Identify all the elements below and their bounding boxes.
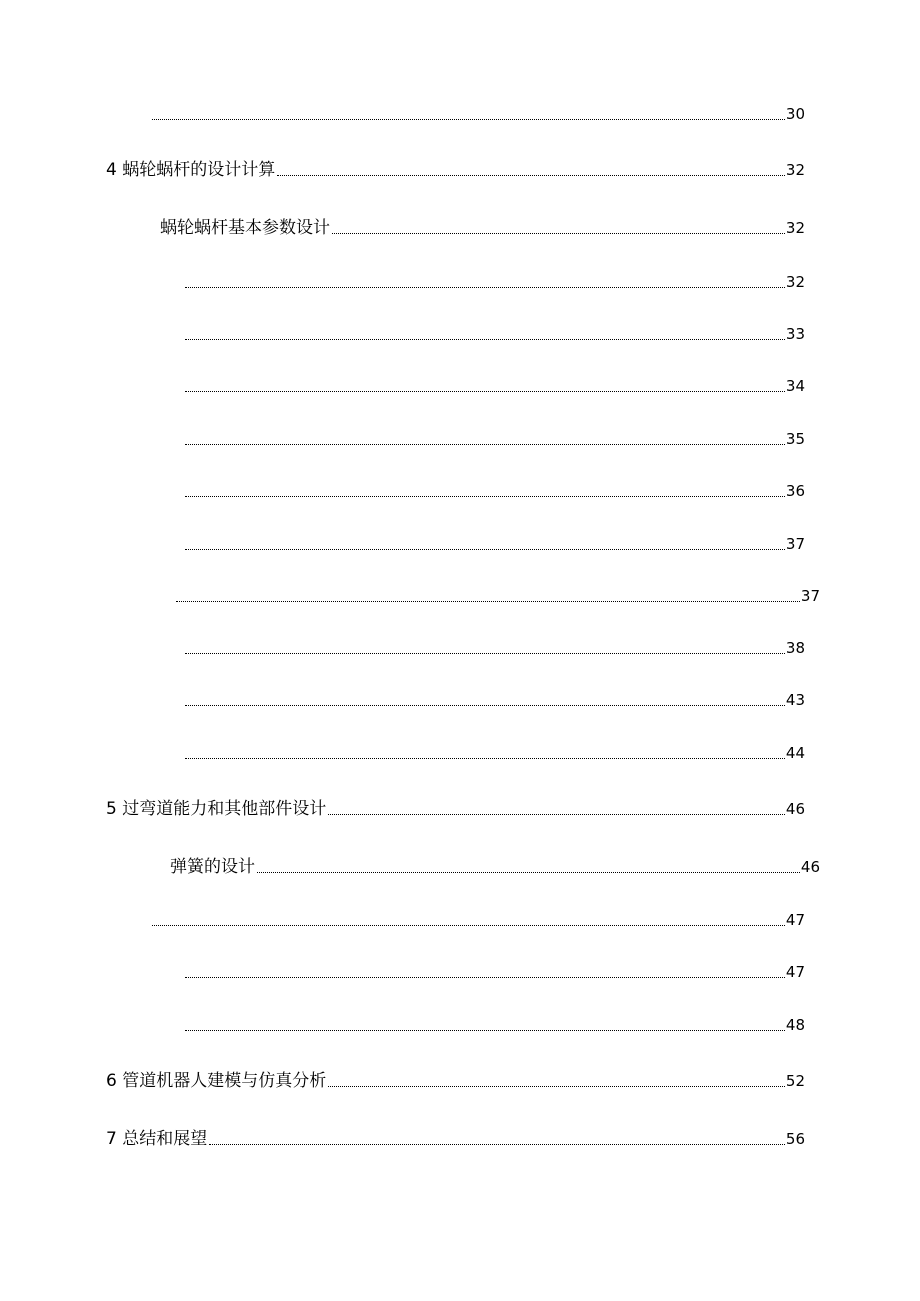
toc-leader-dots [185,653,785,654]
toc-leader-dots [185,444,785,445]
toc-entry[interactable] [183,531,805,555]
toc-leader-dots [185,339,785,340]
toc-entry[interactable] [183,426,805,450]
toc-entry-label: 弹簧的设计 [170,857,255,877]
toc-leader-dots [257,872,800,873]
toc-page-number: 52 [785,1072,805,1090]
toc-entry[interactable] [183,321,805,345]
toc-page-number: 47 [785,911,805,929]
toc-entry[interactable] [150,907,805,931]
toc-leader-dots [152,925,785,926]
toc-page-number: 44 [785,744,805,762]
toc-page-number: 37 [800,587,820,605]
toc-page-number: 38 [785,639,805,657]
toc-page-number: 33 [785,325,805,343]
toc-entry[interactable] [150,101,805,125]
toc-leader-dots [185,1030,785,1031]
toc-page-number: 48 [785,1016,805,1034]
toc-page-number: 46 [785,800,805,818]
toc-page-number: 37 [785,535,805,553]
toc-page-number: 56 [785,1130,805,1148]
toc-entry-section[interactable] [170,854,820,878]
toc-leader-dots [185,977,785,978]
toc-entry-label: 6 管道机器人建模与仿真分析 [106,1071,327,1091]
toc-leader-dots [332,233,785,234]
toc-leader-dots [185,496,785,497]
toc-leader-dots [185,287,785,288]
toc-leader-dots [277,175,785,176]
toc-entry[interactable] [183,959,805,983]
toc-entry-label: 7 总结和展望 [106,1129,208,1149]
toc-leader-dots [209,1144,785,1145]
toc-entry-chapter-7[interactable] [106,1126,805,1150]
toc-page-number: 43 [785,691,805,709]
toc-entry[interactable] [183,1012,805,1036]
toc-leader-dots [185,758,785,759]
toc-entry-label: 蜗轮蜗杆基本参数设计 [160,218,330,238]
toc-entry[interactable] [183,687,805,711]
toc-entry-chapter-6[interactable] [106,1068,805,1092]
toc-leader-dots [328,814,785,815]
toc-page-number: 47 [785,963,805,981]
toc-page-number: 32 [785,219,805,237]
toc-leader-dots [185,549,785,550]
toc-page-number: 34 [785,377,805,395]
toc-entry-label: 5 过弯道能力和其他部件设计 [106,799,327,819]
toc-entry[interactable] [174,583,820,607]
toc-entry-chapter-4[interactable] [106,157,805,181]
toc-page-number: 36 [785,482,805,500]
toc-leader-dots [176,601,800,602]
toc-entry[interactable] [183,269,805,293]
toc-page-number: 46 [800,858,820,876]
toc-entry-section[interactable] [160,215,805,239]
toc-leader-dots [185,705,785,706]
toc-entry[interactable] [183,478,805,502]
toc-leader-dots [152,119,785,120]
toc-entry-chapter-5[interactable] [106,796,805,820]
toc-entry-label: 4 蜗轮蜗杆的设计计算 [106,160,276,180]
toc-page-number: 30 [785,105,805,123]
toc-entry[interactable] [183,740,805,764]
toc-entry[interactable] [183,635,805,659]
toc-page-number: 32 [785,161,805,179]
toc-leader-dots [328,1086,785,1087]
toc-leader-dots [185,391,785,392]
toc-page-number: 32 [785,273,805,291]
toc-page-number: 35 [785,430,805,448]
toc-entry[interactable] [183,373,805,397]
